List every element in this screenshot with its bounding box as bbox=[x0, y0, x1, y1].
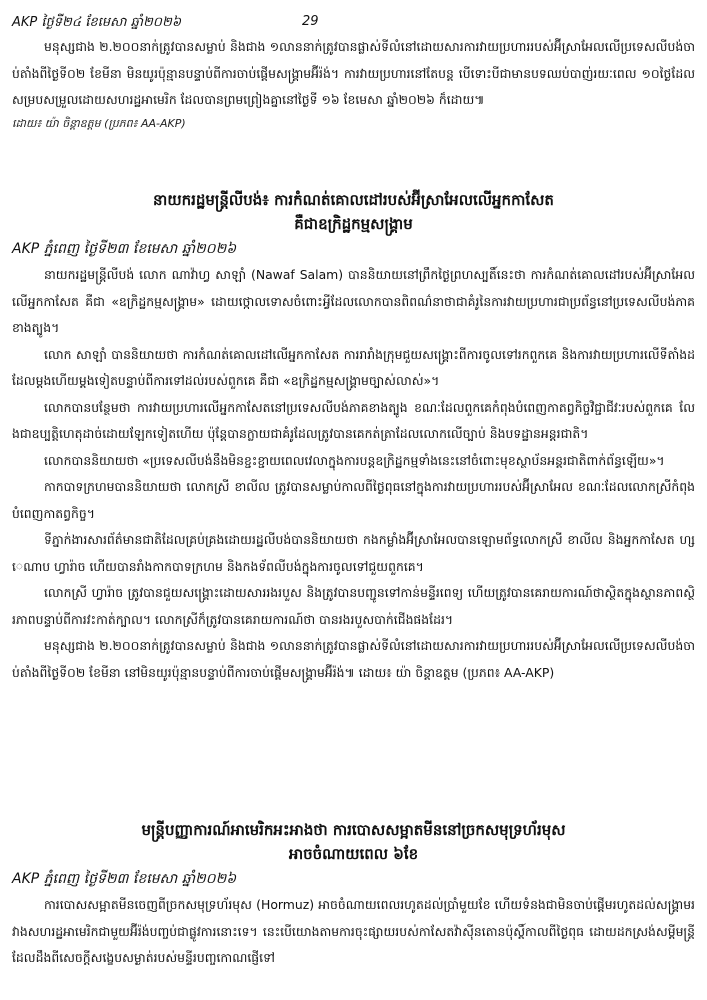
article-1-title-line-1: នាយករដ្ឋមន្ត្រីលីបង់៖ ការកំណត់គោលដៅរបស់អ៊ីស្រាអែលលើអ្នកកាសែត bbox=[153, 191, 554, 209]
page-number: 29 bbox=[302, 14, 319, 29]
header-dateline: AKP ថ្ងៃទី២៤ ខែមេសា ឆ្នាំ២០២៦ bbox=[12, 15, 182, 30]
intro-paragraph: មនុស្សជាង ២.២០០នាក់ត្រូវបានសម្លាប់ និងជាង ១លាននាក់ត្រូវបានផ្លាស់ទីលំនៅដោយសារការវាយប្រហាររបស់អ៊ីស្រាអែលលើប្រទេសលីបង់ចាប់តាំងពីថ្ងៃទី០២ ខែមីនា មិនយូរប៉ុន្មានបន្ទាប់ពីការចាប់ផ្តើមសង្គ្រាមអ៊ីរ៉ង់។ ការវាយប្រហារនៅតែបន្ត បើទោះបីជាមានបទឈប់បាញ់រយៈពេល ១០ថ្ងៃដែលសម្របសម្រួលដោយសហរដ្ឋអាមេរិក ដែលបានព្រមព្រៀងគ្នានៅថ្ងៃទី ១៦ ខែមេសា ឆ្នាំ២០២៦ ក៏ដោយ៕ bbox=[12, 39, 695, 107]
article-1-dateline: AKP ភ្នំពេញ ថ្ងៃទី២៣ ខែមេសា ឆ្នាំ២០២៦ bbox=[12, 241, 237, 257]
article-1-paragraph: លោកបាននិយាយថា «ប្រទេសលីបង់នឹងមិនខ្ជះខ្ជាយពេលវេលាក្នុងការបន្តឧក្រិដ្ឋកម្មទាំងនេះនៅចំពោះមុខស្ថាប័នអន្តរជាតិពាក់ព័ន្ធឡើយ»។ bbox=[44, 452, 665, 468]
article-2-title-line-2: អាចចំណាយពេល ៦ខែ bbox=[288, 845, 419, 863]
article-1-paragraph: លោកស្រី ហ្វារ៉ាច ត្រូវបានជួយសង្គ្រោះដោយសាររងរបួស និងត្រូវបានបញ្ជូនទៅកាន់មន្ទីរពេទ្យ ហើយត្រូវបានគេរាយការណ៍ថាស្ថិតក្នុងស្ថានភាពស្ថិរភាពបន្ទាប់ពីការវះកាត់ក្បាល។ លោកស្រីក៏ត្រូវបានគេរាយការណ៍ថា បានរងរបួសបាក់ជើងផងដែរ។ bbox=[12, 585, 695, 627]
article-2-paragraph: ការបោសសម្អាតមីនចេញពីច្រកសមុទ្រហ័រមុស (Hormuz) អាចចំណាយពេលរហូតដល់ប្រាំមួយខែ ហើយទំនងជាមិនចាប់ផ្តើមរហូតដល់សង្គ្រាមរវាងសហរដ្ឋអាមេរិកជាមួយអ៊ីរ៉ង់បញ្ចប់ជាផ្លូវការនោះទេ។ នេះបើយោងតាមការចុះផ្សាយរបស់កាសែតវ៉ាស៊ីនតោនប៉ុស្តិ៍កាលពីថ្ងៃពុធ ដោយដកស្រង់សម្តីមន្ត្រីដែលដឹងពីសេចក្តីសង្ខេបសម្ងាត់របស់មន្ទីរបញ្ចកោណផ្ញើទៅ bbox=[12, 897, 695, 965]
article-1-paragraph: កាកបាទក្រហមបាននិយាយថា លោកស្រី ខាលីល ត្រូវបានសម្លាប់កាលពីថ្ងៃពុធនៅក្នុងការវាយប្រហាររបស់អ៊ីស្រាអែល ខណៈដែលលោកស្រីកំពុងបំពេញកាតព្វកិច្ច។ bbox=[12, 479, 695, 521]
page-header bbox=[12, 12, 695, 34]
article-1-title-line-2: គឺជាឧក្រិដ្ឋកម្មសង្គ្រាម bbox=[294, 215, 413, 233]
intro-source: ដោយ៖ យ៉ា ចិន្ដាឧត្តម (ប្រភព៖ AA-AKP) bbox=[12, 116, 186, 130]
article-1-paragraph: ទីភ្នាក់ងារសារព័ត៌មានជាតិដែលគ្រប់គ្រងដោយរដ្ឋលីបង់បាននិយាយថា កងកម្លាំងអ៊ីស្រាអែលបានឡោមព័ទ្ធលោកស្រី ខាលីល និងអ្នកកាសែត ហ្សេណាប ហ្វារ៉ាច ហើយបានរាំងកាកបាទក្រហម និងកងទ័ពលីបង់ក្នុងការចូលទៅជួយពួកគេ។ bbox=[12, 532, 695, 574]
article-1-paragraph: លោក សាឡាំ បាននិយាយថា ការកំណត់គោលដៅលើអ្នកកាសែត ការរារាំងក្រុមជួយសង្គ្រោះពីការចូលទៅរកពួកគេ និងការវាយប្រហារលើទីតាំងដដែលម្តងហើយម្តងទៀតបន្ទាប់ពីការទៅដល់របស់ពួកគេ គឺជា «ឧក្រិដ្ឋកម្មសង្គ្រាមច្បាស់លាស់»។ bbox=[12, 346, 695, 388]
article-1-paragraph: នាយករដ្ឋមន្ត្រីលីបង់ លោក ណាវ៉ាហ្វ សាឡាំ (Nawaf Salam) បាននិយាយនៅព្រឹកថ្ងៃព្រហស្បតិ៍នេះថា ការកំណត់គោលដៅរបស់អ៊ីស្រាអែលលើអ្នកកាសែត គឺជា «ឧក្រិដ្ឋកម្មសង្គ្រាម» ដោយថ្កោលទោសចំពោះអ្វីដែលលោកបានពិពណ៌នាថាជាគំរូនៃការវាយប្រហារជាប្រព័ន្ធនៅប្រទេសលីបង់ភាគខាងត្បូង។ bbox=[12, 267, 695, 335]
article-2-title-line-1: មន្ត្រីបញ្ញាការណ៍អាមេរិកអះអាងថា ការបោសសម្អាតមីននៅច្រកសមុទ្រហ័រមុស bbox=[141, 821, 566, 839]
article-1 bbox=[12, 188, 695, 686]
article-1-paragraph: មនុស្សជាង ២.២០០នាក់ត្រូវបានសម្លាប់ និងជាង ១លាននាក់ត្រូវបានផ្លាស់ទីលំនៅដោយសារការវាយប្រហាររបស់អ៊ីស្រាអែលលើប្រទេសលីបង់ចាប់តាំងពីថ្ងៃទី០២ ខែមីនា នៅមិនយូរប៉ុន្មានបន្ទាប់ពីការចាប់ផ្តើមសង្គ្រាមអ៊ីរ៉ង់៕ ដោយ៖ យ៉ា ចិន្ដាឧត្តម (ប្រភព៖ AA-AKP) bbox=[12, 638, 695, 680]
article-1-paragraph: លោកបានបន្ថែមថា ការវាយប្រហារលើអ្នកកាសែតនៅប្រទេសលីបង់ភាគខាងត្បូង ខណៈដែលពួកគេកំពុងបំពេញកាតព្វកិច្ចវិជ្ជាជីវៈរបស់ពួកគេ លែងជាឧប្បត្តិហេតុដាច់ដោយឡែកទៀតហើយ ប៉ុន្តែបានក្លាយជាគំរូដែលត្រូវបានគេកត់ត្រាដែលលោកលើច្បាប់ និងបទដ្ឋានអន្តរជាតិ។ bbox=[12, 399, 695, 441]
intro-section bbox=[12, 34, 695, 134]
article-2 bbox=[12, 818, 695, 972]
article-2-dateline: AKP ភ្នំពេញ ថ្ងៃទី២៣ ខែមេសា ឆ្នាំ២០២៦ bbox=[12, 871, 237, 887]
